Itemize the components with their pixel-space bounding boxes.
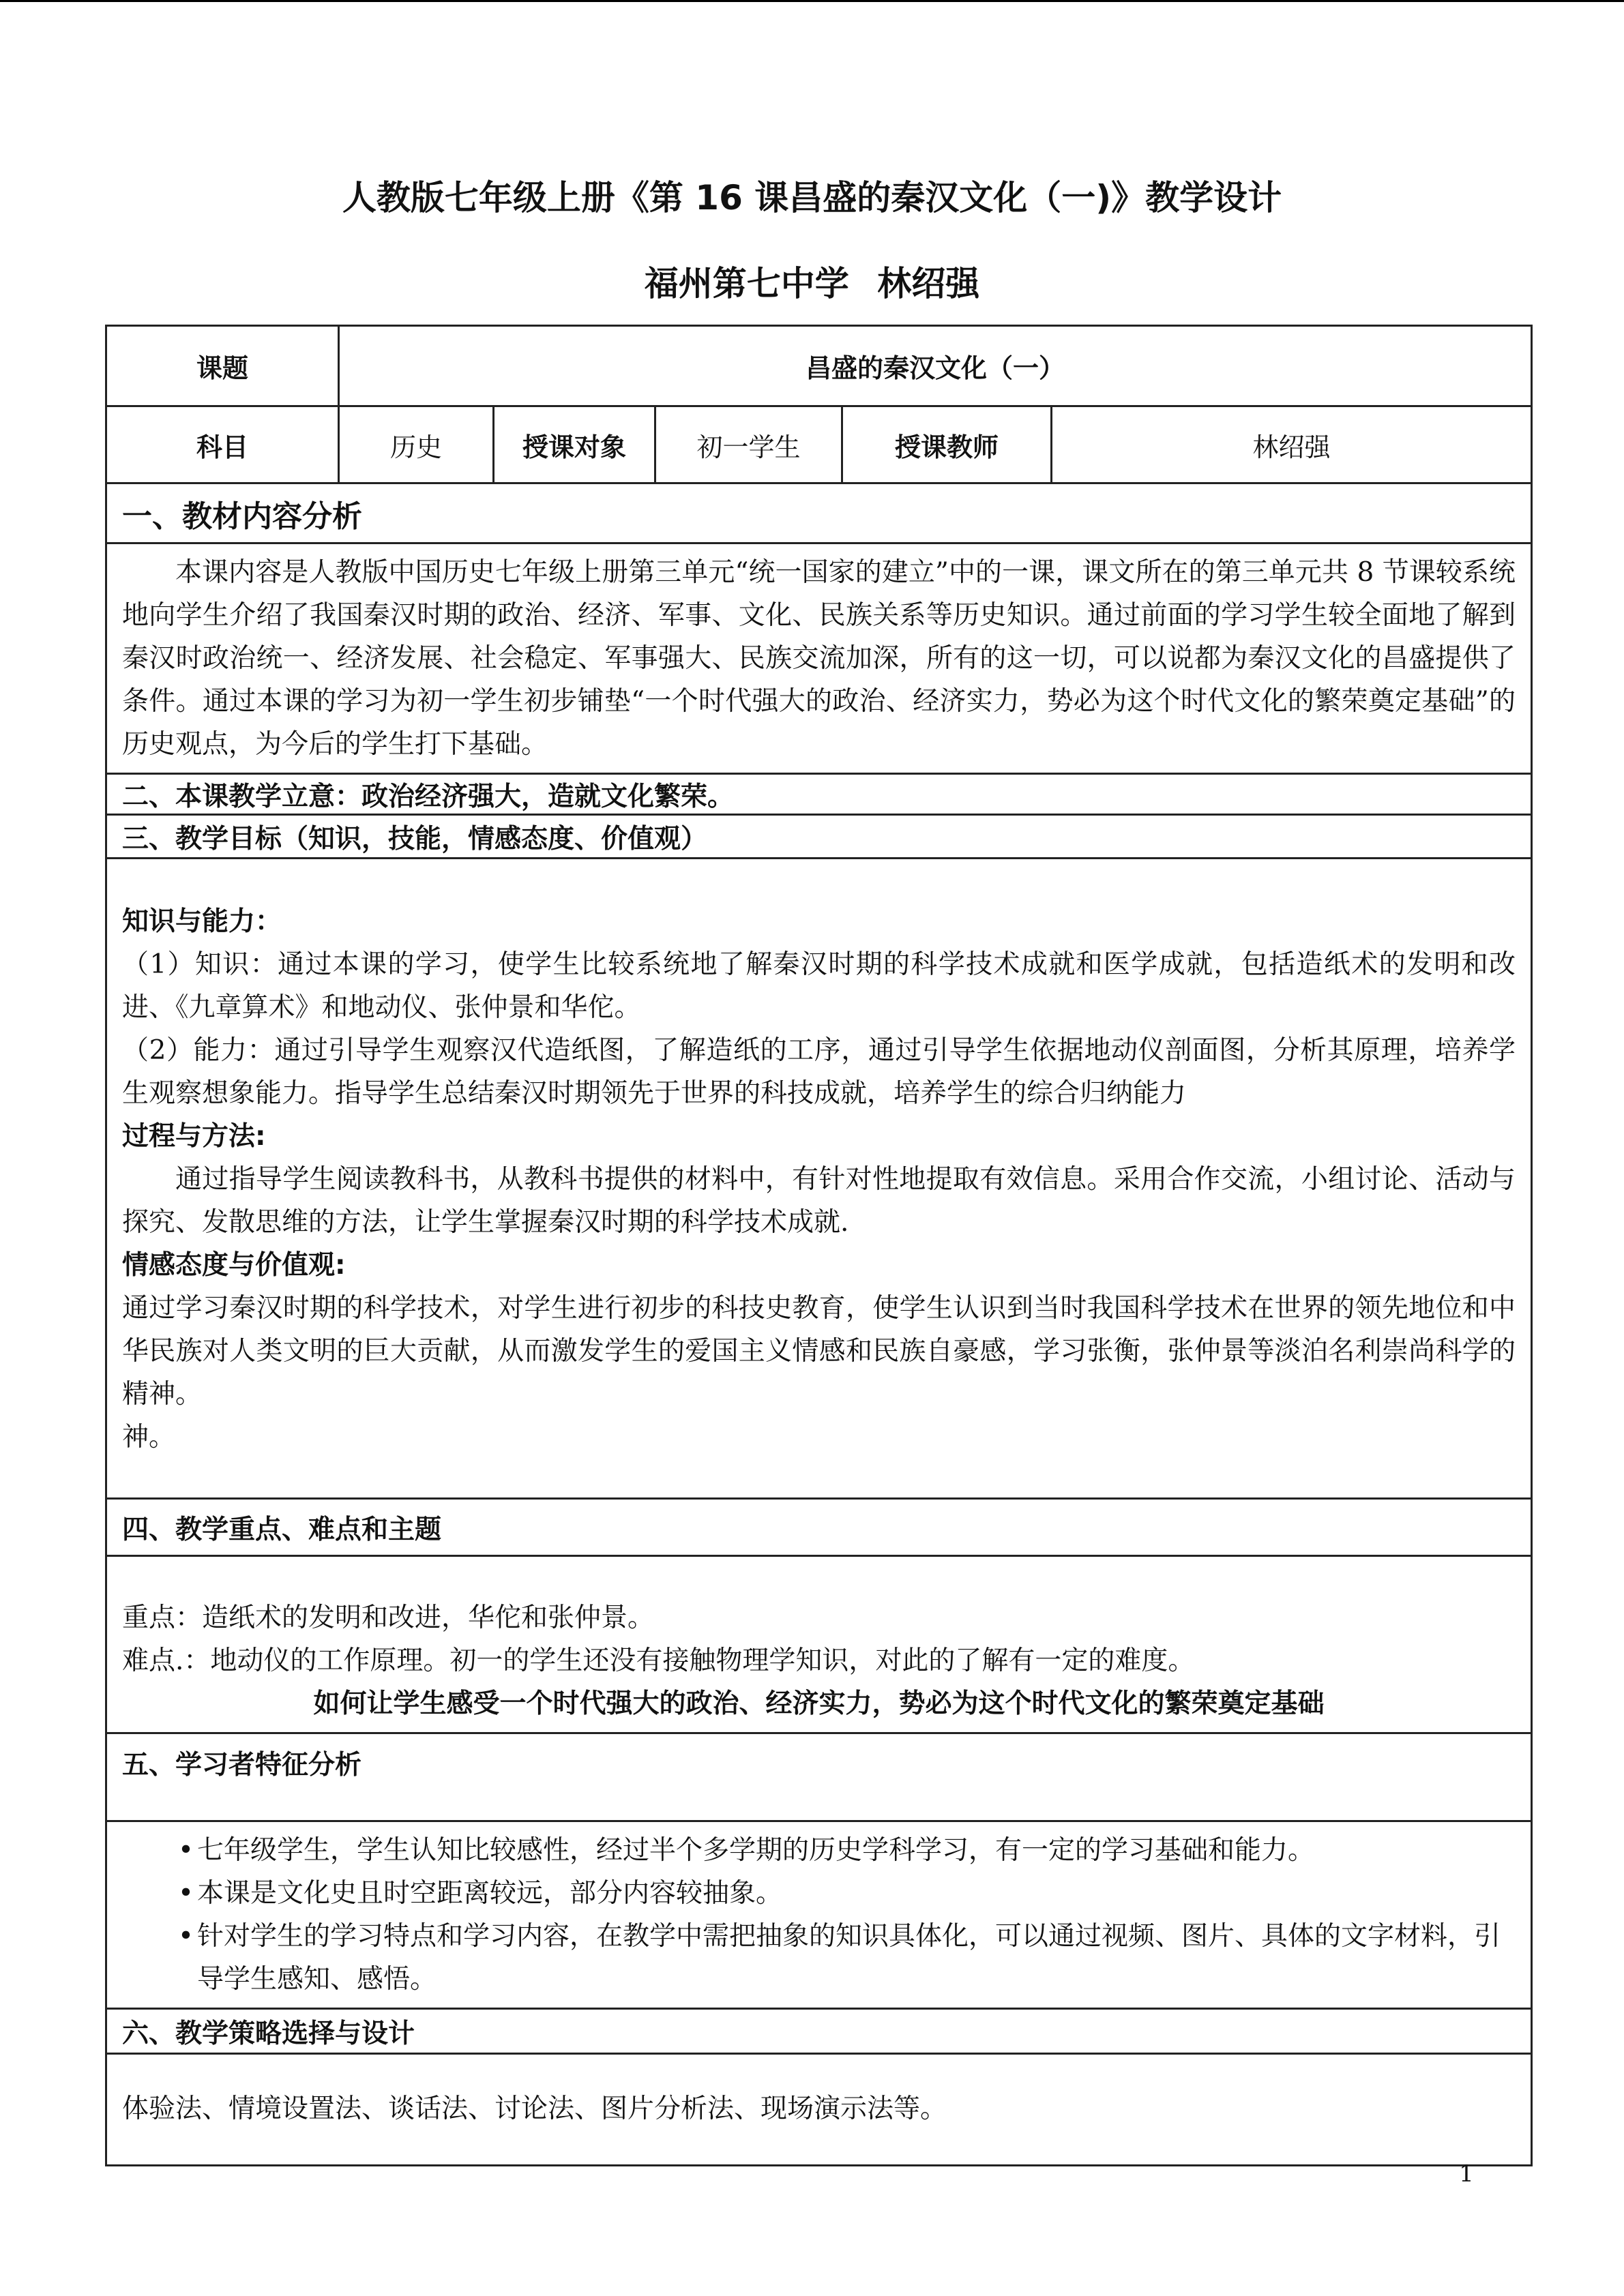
bullet-icon: • bbox=[178, 1835, 194, 1866]
list-item-text: 针对学生的学习特点和学习内容，在教学中需把抽象的知识具体化，可以通过视频、图片、具体的文字材料，引导学生感知、感悟。 bbox=[197, 1921, 1501, 1995]
page-top-border bbox=[0, 0, 1624, 2]
section-3-heading: 三、教学目标（知识，技能，情感态度、价值观） bbox=[106, 815, 1532, 859]
knowledge-item-1: （1）知识：通过本课的学习，使学生比较系统地了解秦汉时期的科学技术成就和医学成就，包括造纸术的发明和改进、《九章算术》和地动仪、张仲景和华佗。 bbox=[122, 949, 1516, 1023]
info-row bbox=[106, 406, 1532, 483]
list-item-text: 本课是文化史且时空距离较远，部分内容较抽象。 bbox=[197, 1878, 783, 1909]
section-4-heading: 四、教学重点、难点和主题 bbox=[106, 1499, 1532, 1556]
section-6-body-row bbox=[106, 2054, 1532, 2166]
section-3-body-row bbox=[106, 859, 1532, 1499]
list-item bbox=[122, 1829, 1516, 1872]
section-1-body bbox=[106, 543, 1532, 774]
list-item bbox=[122, 1915, 1516, 2001]
section-2-heading: 二、本课教学立意：政治经济强大，造就文化繁荣。 bbox=[106, 774, 1532, 815]
stray-text: 神。 bbox=[122, 1422, 176, 1452]
section-1-text: 本课内容是人教版中国历史七年级上册第三单元“统一国家的建立”中的一课，课文所在的第三单元共 8 节课较系统地向学生介绍了我国秦汉时期的政治、经济、军事、文化、民族关系等历史知识。通过前面的学习学生较全面地了解到秦汉时政治统一、经济发展、社会稳定、军事强大、民族交流加深，所有的这一切，可以说都为秦汉文化的昌盛提供了条件。通过本课的学习为初一学生初步铺垫“一个时代强大的政治、经济实力，势必为这个时代文化的繁荣奠定基础”的历史观点，为今后的学生打下基础。 bbox=[122, 557, 1516, 760]
list-item bbox=[122, 1872, 1516, 1915]
section-6-body bbox=[106, 2054, 1532, 2166]
bullet-icon: • bbox=[178, 1878, 194, 1909]
section-6-heading: 六、教学策略选择与设计 bbox=[106, 2009, 1532, 2054]
process-title: 过程与方法: bbox=[122, 1121, 266, 1152]
section-4-heading-row bbox=[106, 1499, 1532, 1556]
process-text: 通过指导学生阅读教科书，从教科书提供的材料中，有针对性地提取有效信息。采用合作交流，小组讨论、活动与探究、发散思维的方法，让学生掌握秦汉时期的科学技术成就. bbox=[122, 1164, 1516, 1238]
audience-value: 初一学生 bbox=[655, 406, 842, 483]
topic-row bbox=[106, 326, 1532, 406]
author-line: 福州第七中学 林绍强 bbox=[644, 264, 980, 303]
teacher-value: 林绍强 bbox=[1052, 406, 1532, 483]
ability-item-2: （2）能力：通过引导学生观察汉代造纸图，了解造纸的工序，通过引导学生依据地动仪剖面图，分析其原理，培养学生观察想象能力。指导学生总结秦汉时期领先于世界的科技成就，培养学生的综合归纳能力 bbox=[122, 1035, 1516, 1109]
knowledge-title: 知识与能力： bbox=[122, 906, 282, 937]
section-6-heading-row bbox=[106, 2009, 1532, 2054]
teacher-label: 授课教师 bbox=[842, 406, 1052, 483]
section-1-body-row bbox=[106, 543, 1532, 774]
section-1-heading-row bbox=[106, 483, 1532, 543]
bullet-icon: • bbox=[178, 1921, 194, 1952]
section-5-heading-row bbox=[106, 1733, 1532, 1821]
page-number: 1 bbox=[1459, 2160, 1474, 2188]
section-3-body bbox=[106, 859, 1532, 1499]
list-item-text: 七年级学生，学生认知比较感性，经过半个多学期的历史学科学习，有一定的学习基础和能力。 bbox=[197, 1835, 1315, 1866]
section-3-heading-row bbox=[106, 815, 1532, 859]
teaching-theme: 如何让学生感受一个时代强大的政治、经济实力，势必为这个时代文化的繁荣奠定基础 bbox=[313, 1688, 1325, 1719]
section-5-heading: 五、学习者特征分析 bbox=[106, 1733, 1532, 1821]
subject-value: 历史 bbox=[339, 406, 494, 483]
difficulty-point: 难点.：地动仪的工作原理。初一的学生还没有接触物理学知识，对此的了解有一定的难度。 bbox=[122, 1645, 1195, 1676]
section-5-body-row bbox=[106, 1821, 1532, 2009]
section-2-row bbox=[106, 774, 1532, 815]
topic-value: 昌盛的秦汉文化（一） bbox=[339, 326, 1532, 406]
lesson-plan-table bbox=[105, 325, 1533, 2166]
section-5-body bbox=[106, 1821, 1532, 2009]
topic-label: 课题 bbox=[106, 326, 339, 406]
section-1-heading: 一、教材内容分析 bbox=[106, 483, 1532, 543]
learner-traits-list bbox=[122, 1829, 1516, 2001]
section-4-body bbox=[106, 1556, 1532, 1733]
audience-label: 授课对象 bbox=[494, 406, 655, 483]
emotion-title: 情感态度与价值观: bbox=[122, 1250, 346, 1281]
emotion-text: 通过学习秦汉时期的科学技术，对学生进行初步的科技史教育，使学生认识到当时我国科学技术在世界的领先地位和中华民族对人类文明的巨大贡献，从而激发学生的爱国主义情感和民族自豪感，学习张衡，张仲景等淡泊名利崇尚科学的精神。 bbox=[122, 1293, 1516, 1410]
document-title: 人教版七年级上册《第 16 课昌盛的秦汉文化（一)》教学设计 bbox=[342, 178, 1282, 218]
strategy-text: 体验法、情境设置法、谈话法、讨论法、图片分析法、现场演示法等。 bbox=[122, 2093, 947, 2124]
key-point: 重点：造纸术的发明和改进，华佗和张仲景。 bbox=[122, 1602, 655, 1633]
section-4-body-row bbox=[106, 1556, 1532, 1733]
subject-label: 科目 bbox=[106, 406, 339, 483]
